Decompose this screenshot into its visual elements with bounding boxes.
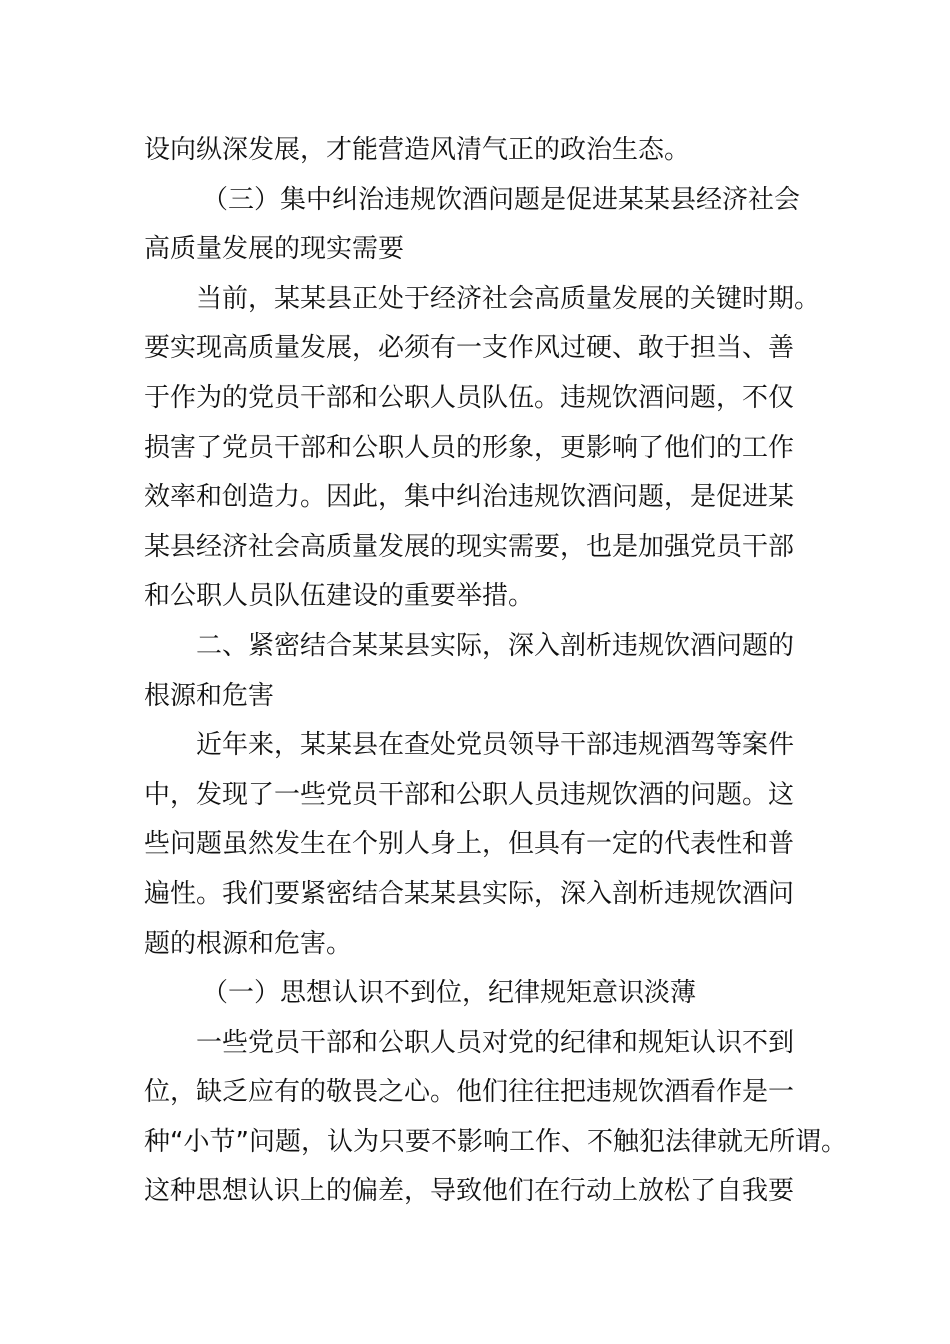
paragraph-line: 中，发现了一些党员干部和公职人员违规饮酒的问题。这 bbox=[144, 779, 795, 810]
document-body bbox=[144, 126, 847, 1217]
paragraph-line: 遍性。我们要紧密结合某某县实际，深入剖析违规饮酒问 bbox=[144, 878, 795, 909]
paragraph-line: 一些党员干部和公职人员对党的纪律和规矩认识不到 bbox=[196, 1027, 795, 1058]
section-heading-line: （三）集中纠治违规饮酒问题是促进某某县经济社会 bbox=[202, 184, 801, 215]
paragraph-line: 这种思想认识上的偏差，导致他们在行动上放松了自我要 bbox=[144, 1176, 795, 1207]
paragraph-line: 和公职人员队伍建设的重要举措。 bbox=[144, 581, 535, 612]
paragraph-line: 题的根源和危害。 bbox=[144, 928, 353, 959]
paragraph-line: 种“小节”问题，认为只要不影响工作、不触犯法律就无所谓。 bbox=[144, 1126, 847, 1157]
section-heading-line: 二、紧密结合某某县实际，深入剖析违规饮酒问题的 bbox=[196, 630, 795, 661]
paragraph-line: 位，缺乏应有的敬畏之心。他们往往把违规饮酒看作是一 bbox=[144, 1077, 795, 1108]
paragraph-line: 效率和创造力。因此，集中纠治违规饮酒问题，是促进某 bbox=[144, 482, 795, 513]
section-heading-line: 根源和危害 bbox=[144, 680, 275, 711]
paragraph-line: 设向纵深发展，才能营造风清气正的政治生态。 bbox=[144, 135, 691, 165]
paragraph-line: 于作为的党员干部和公职人员队伍。违规饮酒问题，不仅 bbox=[144, 382, 795, 413]
section-heading-line: （一）思想认识不到位，纪律规矩意识淡薄 bbox=[202, 978, 697, 1009]
paragraph-line: 当前，某某县正处于经济社会高质量发展的关键时期。 bbox=[196, 283, 821, 314]
paragraph-line: 近年来，某某县在查处党员领导干部违规酒驾等案件 bbox=[196, 730, 795, 761]
paragraph-line: 损害了党员干部和公职人员的形象，更影响了他们的工作 bbox=[144, 432, 795, 463]
paragraph-line: 要实现高质量发展，必须有一支作风过硬、敢于担当、善 bbox=[144, 333, 795, 364]
paragraph-line: 些问题虽然发生在个别人身上，但具有一定的代表性和普 bbox=[144, 829, 795, 860]
section-heading-line: 高质量发展的现实需要 bbox=[144, 234, 405, 265]
paragraph-line: 某县经济社会高质量发展的现实需要，也是加强党员干部 bbox=[144, 531, 795, 562]
